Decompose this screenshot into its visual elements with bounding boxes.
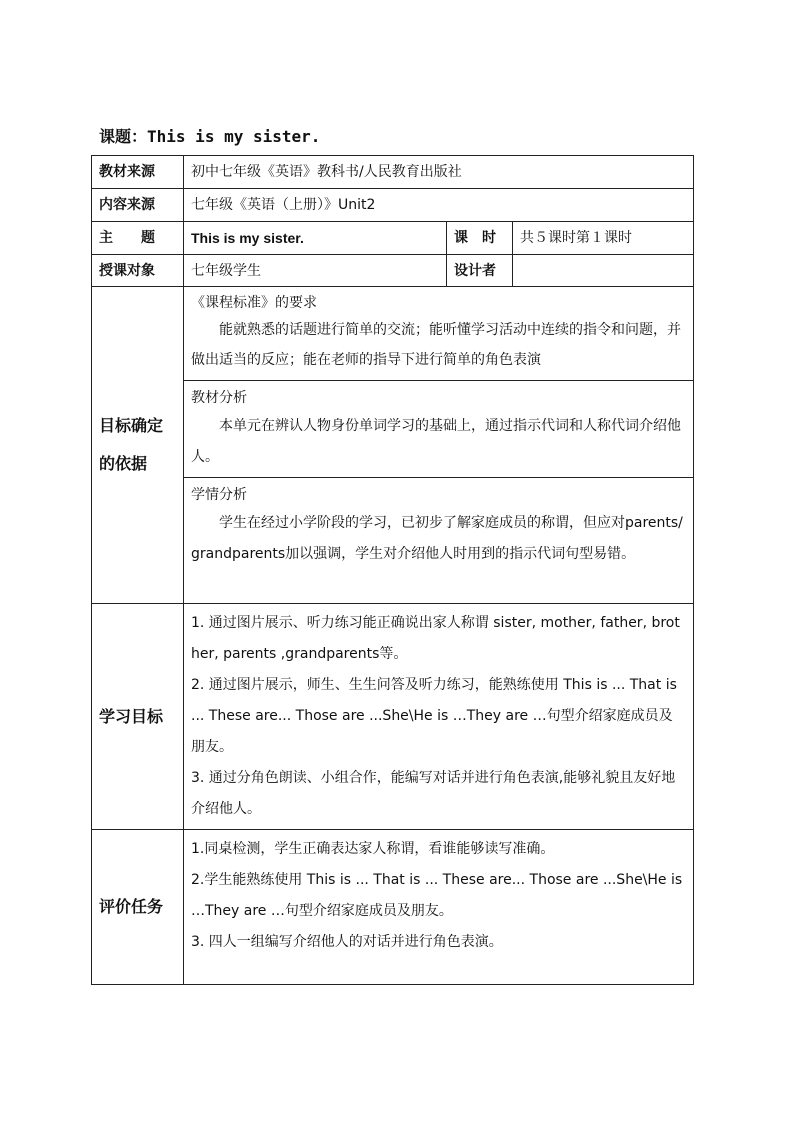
goals-label: 学习目标 [92,604,184,830]
goal-item: 1. 通过图片展示、听力练习能正确说出家人称谓 sister, mother, father, brother, parents ,grandparents等。 [191,615,680,662]
row-basis-standard [92,287,694,381]
goal-item: 3. 通过分角色朗读、小组合作，能编写对话并进行角色表演,能够礼貌且友好地介绍他人。 [191,770,676,817]
lesson-title-text: This is my sister. [147,127,321,146]
lesson-plan-table [91,155,694,985]
lesson-title-prefix: 课题： [99,127,148,146]
row-topic [92,222,694,255]
designer-label: 设计者 [447,255,513,287]
standard-cell [184,287,694,381]
material-text: 本单元在辨认人物身份单词学习的基础上，通过指示代词和人称代词介绍他人。 [191,418,681,465]
material-cell [184,381,694,478]
topic-value: This is my sister. [184,222,447,255]
designer-value [513,255,694,287]
textbook-source-label: 教材来源 [92,156,184,189]
standard-heading: 《课程标准》的要求 [191,295,317,311]
evaluation-item: 1.同桌检测，学生正确表达家人称谓，看谁能够读写准确。 [191,841,555,857]
row-content-source [92,189,694,222]
audience-value: 七年级学生 [184,255,447,287]
learner-heading: 学情分析 [191,487,247,503]
evaluation-item: 3. 四人一组编写介绍他人的对话并进行角色表演。 [191,934,503,950]
learner-text: 学生在经过小学阶段的学习，已初步了解家庭成员的称谓，但应对parents/grandparents加以强调，学生对介绍他人时用到的指示代词句型易错。 [191,515,683,562]
content-source-label: 内容来源 [92,189,184,222]
material-heading: 教材分析 [191,390,247,406]
row-goals [92,604,694,830]
goals-cell [184,604,694,830]
standard-text: 能就熟悉的话题进行简单的交流；能听懂学习活动中连续的指令和问题，并做出适当的反应；能在老师的指导下进行简单的角色表演 [191,322,681,368]
basis-label: 目标确定的依据 [92,287,184,604]
textbook-source-value: 初中七年级《英语》教科书/人民教育出版社 [184,156,694,189]
row-evaluation [92,830,694,985]
audience-label: 授课对象 [92,255,184,287]
hours-value: 共５课时第１课时 [513,222,694,255]
evaluation-cell [184,830,694,985]
evaluation-label: 评价任务 [92,830,184,985]
goal-item: 2. 通过图片展示，师生、生生问答及听力练习，能熟练使用 This is ... That is ... These are... Those are ...She\He is …They are …句型介绍家庭成员及朋友。 [191,677,677,755]
hours-label: 课 时 [447,222,513,255]
learner-cell [184,478,694,604]
lesson-title [99,124,320,147]
content-source-value: 七年级《英语（上册）》Unit2 [184,189,694,222]
topic-label: 主 题 [92,222,184,255]
row-textbook-source [92,156,694,189]
row-audience [92,255,694,287]
evaluation-item: 2.学生能熟练使用 This is ... That is ... These are... Those are ...She\He is …They are …句型介绍家庭成员及朋友。 [191,872,683,919]
